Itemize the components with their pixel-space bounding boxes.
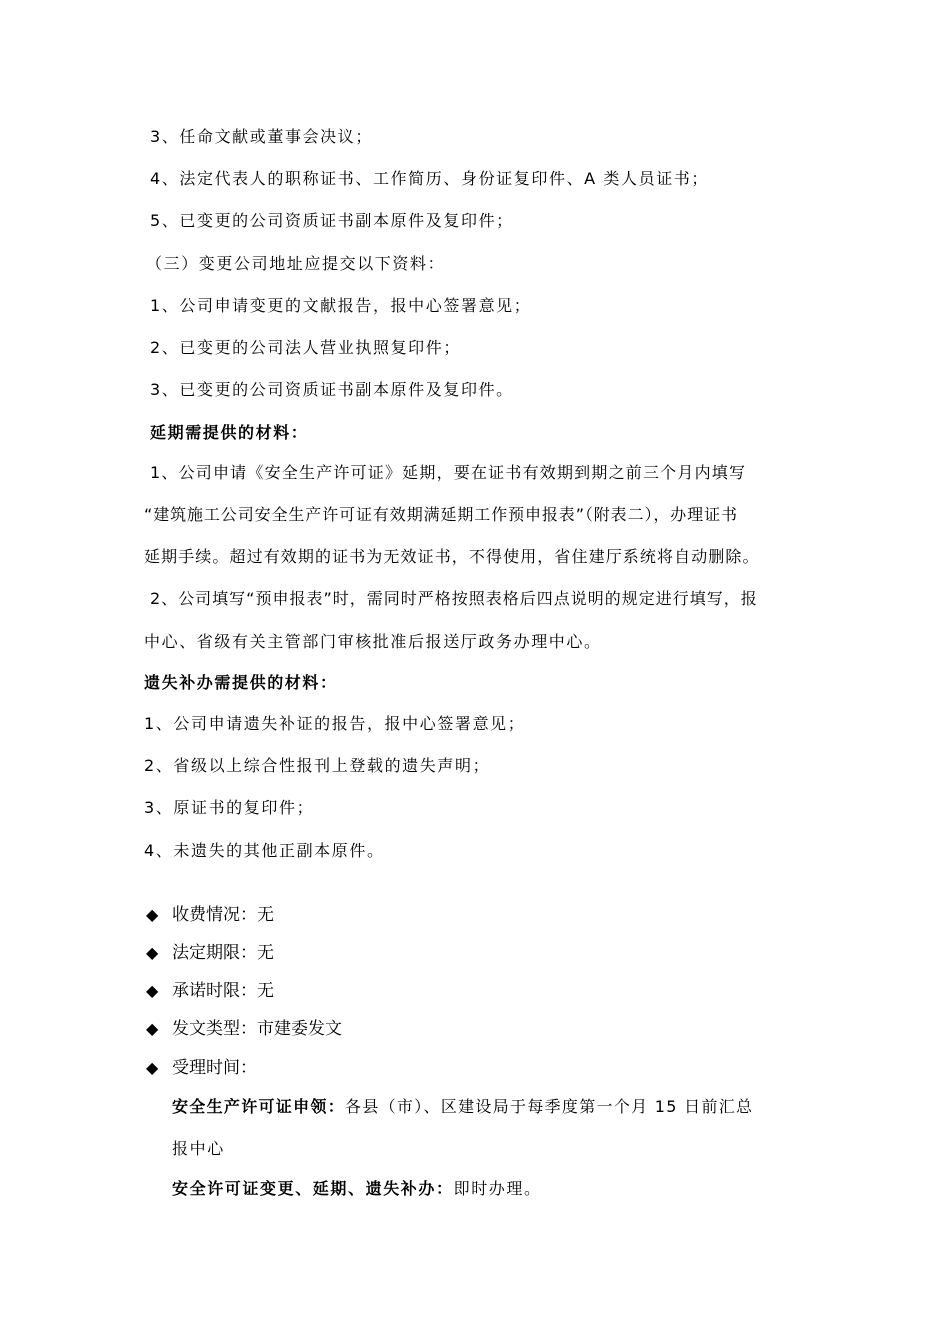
change-text: 即时办理。: [453, 1179, 542, 1198]
list-item: 2、省级以上综合性报刊上登载的遗失声明；: [144, 756, 491, 775]
diamond-bullet-icon: ◆: [146, 1019, 159, 1038]
text-line: 3、已变更的公司资质证书副本原件及复印件。: [150, 380, 514, 399]
change-label: 安全许可证变更、延期、遗失补办：: [172, 1179, 454, 1198]
diamond-bullet-icon: ◆: [146, 981, 159, 1000]
paragraph-line: 2、公司填写“预申报表”时，需同时严格按照表格后四点说明的规定进行填写，报: [150, 589, 758, 608]
apply-label: 安全生产许可证申领：: [172, 1097, 346, 1116]
bullet-item-doc-type: [146, 1018, 342, 1040]
diamond-bullet-icon: ◆: [146, 905, 159, 924]
paragraph-line: 延期手续。超过有效期的证书为无效证书，不得使用，省住建厅系统将自动删除。: [144, 547, 760, 566]
bullet-item-acceptance-time: [146, 1057, 257, 1079]
acceptance-apply-continued: 报中心: [172, 1139, 225, 1158]
list-item: 1、公司申请遗失补证的报告，报中心签署意见；: [144, 714, 526, 733]
section-heading: （三）变更公司地址应提交以下资料：: [146, 254, 446, 273]
bullet-item-fee: [146, 904, 274, 926]
list-item: 4、未遗失的其他正副本原件。: [144, 841, 385, 860]
bullet-text: 收费情况：无: [172, 905, 274, 925]
bullet-text: 承诺时限：无: [172, 981, 274, 1001]
text-line: 1、公司申请变更的文献报告，报中心签署意见；: [150, 296, 532, 315]
extension-heading: 延期需提供的材料：: [150, 423, 309, 442]
bullet-text: 发文类型：市建委发文: [172, 1019, 342, 1039]
text-line: 3、任命文献或董事会决议；: [150, 127, 373, 146]
diamond-bullet-icon: ◆: [146, 943, 159, 962]
paragraph-line: “建筑施工公司安全生产许可证有效期满延期工作预申报表”（附表二），办理证书: [144, 505, 738, 524]
bullet-item-promised-period: [146, 980, 274, 1002]
bullet-text: 受理时间：: [172, 1058, 257, 1078]
acceptance-apply: [172, 1097, 753, 1117]
list-item: 3、原证书的复印件；: [144, 798, 315, 817]
paragraph-line: 中心、省级有关主管部门审核批准后报送厅政务办理中心。: [144, 632, 602, 651]
bullet-item-legal-period: [146, 942, 274, 964]
text-line: 5、已变更的公司资质证书副本原件及复印件；: [150, 211, 514, 230]
apply-text: 各县（市）、区建设局于每季度第一个月 15 日前汇总: [345, 1097, 754, 1116]
paragraph-line: 1、公司申请《安全生产许可证》延期，要在证书有效期到期之前三个月内填写: [150, 463, 747, 482]
loss-heading: 遗失补办需提供的材料：: [144, 673, 338, 692]
bullet-text: 法定期限：无: [172, 943, 274, 963]
text-line: 4、法定代表人的职称证书、工作简历、身份证复印件、A 类人员证书；: [150, 169, 710, 188]
acceptance-change: [172, 1179, 542, 1199]
diamond-bullet-icon: ◆: [146, 1058, 159, 1077]
text-line: 2、已变更的公司法人营业执照复印件；: [150, 338, 461, 357]
